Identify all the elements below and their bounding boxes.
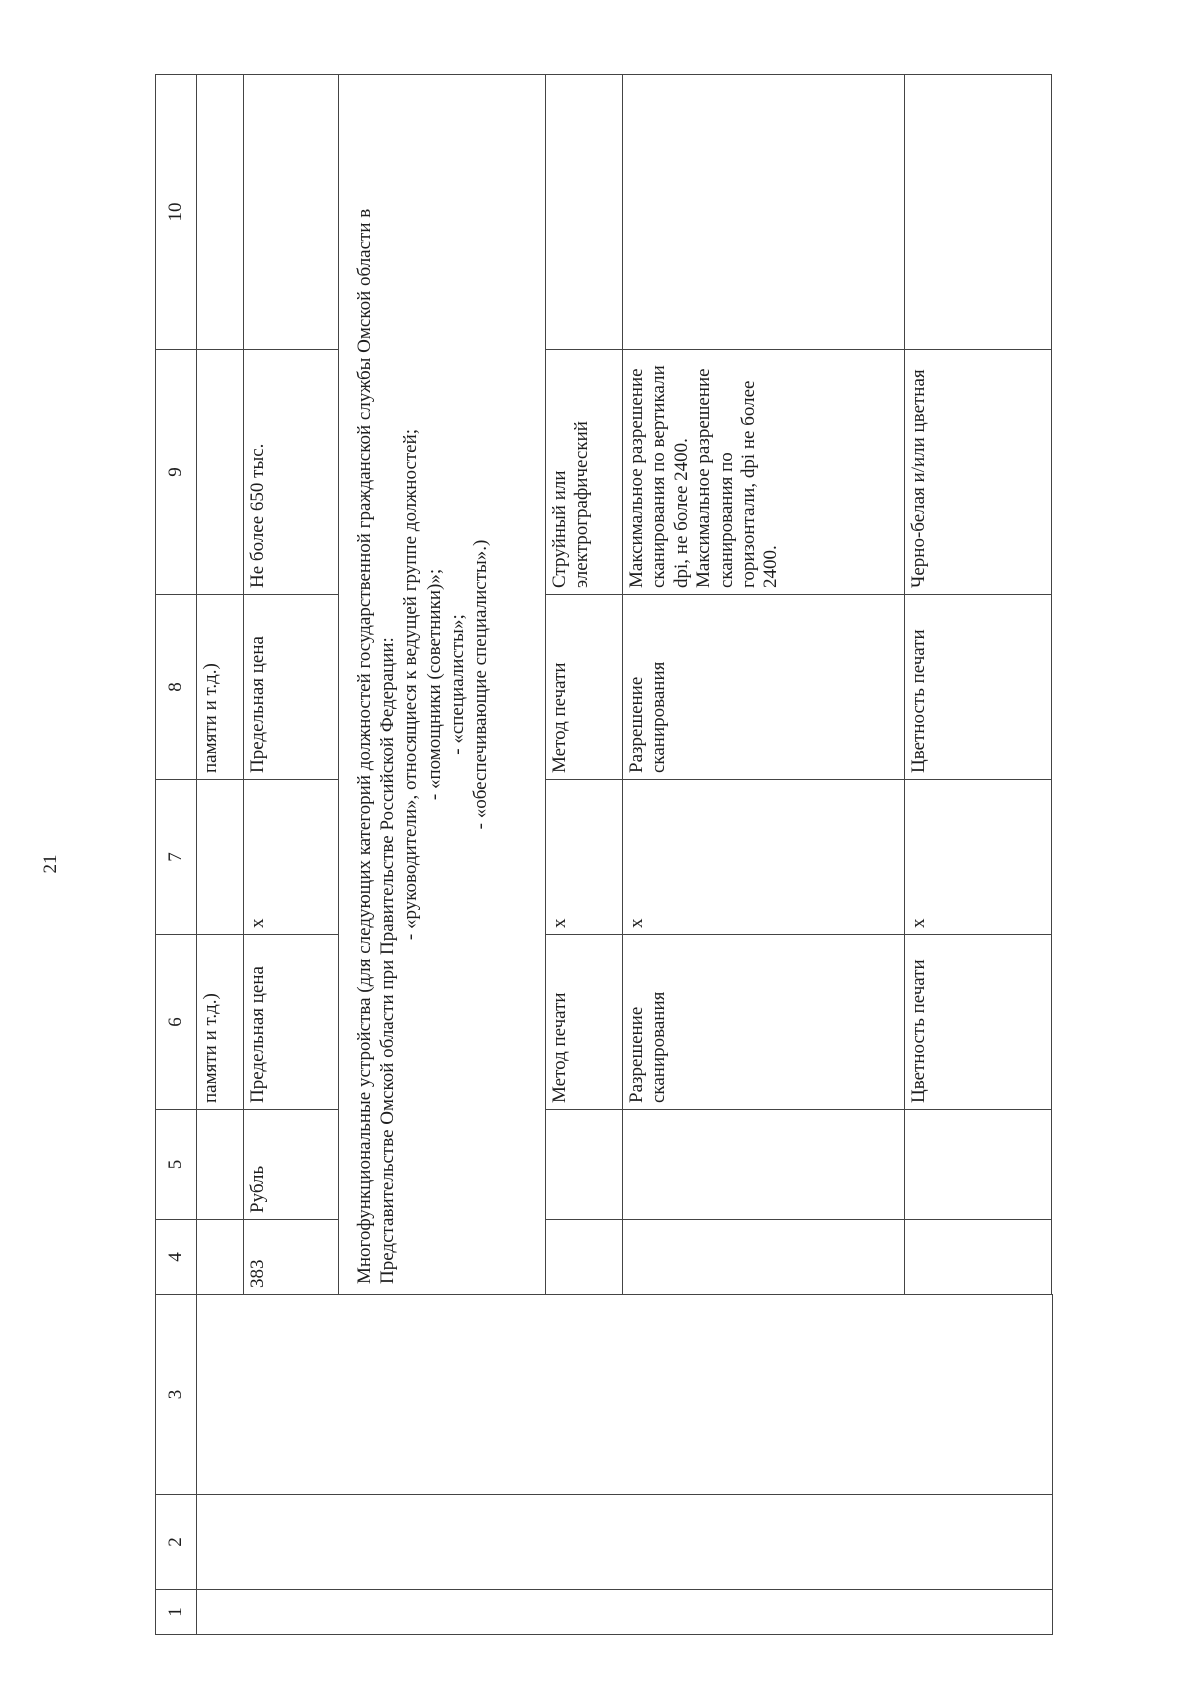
requirements-table — [155, 74, 1053, 1635]
value-cell: Черно-белая и/или цветная — [905, 350, 1052, 595]
column-number: 7 — [156, 780, 197, 935]
characteristic-cell: Разрешение сканирования — [623, 935, 905, 1110]
value-cell: х — [905, 780, 1052, 935]
column-number: 1 — [156, 1590, 197, 1635]
section-list-item: - «помощники (советники)»; — [423, 568, 445, 801]
table-cell — [905, 1220, 1052, 1295]
column-number: 4 — [156, 1220, 197, 1295]
table-cell — [197, 1110, 244, 1220]
table-cell — [623, 1220, 905, 1295]
table-cell — [905, 1110, 1052, 1220]
section-list-item: - «обеспечивающие специалисты».) — [469, 539, 491, 830]
section-title: Многофункциональные устройства (для следующих категорий должностей государственной гражданской службы Омской области в Представительстве Омской области при Правительстве Российской Федерации: — [354, 208, 399, 1284]
col3-cell — [197, 1295, 1053, 1495]
characteristic-cell: памяти и т.д.) — [197, 595, 244, 780]
characteristic-cell: памяти и т.д.) — [197, 935, 244, 1110]
characteristic-cell: Предельная цена — [244, 595, 339, 780]
table-cell — [546, 75, 623, 350]
table-cell — [197, 780, 244, 935]
table-cell — [244, 75, 339, 350]
characteristic-cell: Разрешение сканирования — [623, 595, 905, 780]
value-cell: Максимальное разрешение сканирования по вертикали dpi, не более 2400. Максимальное разрешение сканирования по горизонтали, dpi не более 2400. — [623, 350, 905, 595]
page-number: 21 — [40, 854, 61, 874]
table-cell — [197, 1220, 244, 1295]
value-cell: х — [244, 780, 339, 935]
table-cell — [623, 75, 905, 350]
column-number: 5 — [156, 1110, 197, 1220]
characteristic-cell: Метод печати — [546, 595, 623, 780]
section-list-item: - «руководители», относящиеся к ведущей группе должностей; — [400, 428, 422, 941]
value-cell: Струйный или электрографический — [546, 350, 623, 595]
value-cell: х — [623, 780, 905, 935]
table-cell — [197, 75, 244, 350]
column-number: 10 — [156, 75, 197, 350]
column-number: 3 — [156, 1295, 197, 1495]
characteristic-cell: Цветность печати — [905, 595, 1052, 780]
col1-cell — [197, 1590, 1053, 1635]
table-cell — [905, 75, 1052, 350]
column-number: 8 — [156, 595, 197, 780]
okei-code-cell: 383 — [244, 1220, 339, 1295]
value-cell: х — [546, 780, 623, 935]
characteristic-cell: Цветность печати — [905, 935, 1052, 1110]
value-cell: Не более 650 тыс. — [244, 350, 339, 595]
column-number: 2 — [156, 1495, 197, 1590]
section-list-item: - «специалисты»; — [446, 614, 468, 755]
column-number: 9 — [156, 350, 197, 595]
characteristic-cell: Метод печати — [546, 935, 623, 1110]
section-header-cell — [339, 75, 546, 1295]
characteristic-cell: Предельная цена — [244, 935, 339, 1110]
table-cell — [623, 1110, 905, 1220]
table-cell — [546, 1220, 623, 1295]
table-row — [197, 75, 244, 1635]
column-number-row — [156, 75, 197, 1635]
continuation-spacer — [1052, 75, 1053, 1295]
unit-cell: Рубль — [244, 1110, 339, 1220]
table-cell — [546, 1110, 623, 1220]
col2-cell — [197, 1495, 1053, 1590]
table-cell — [197, 350, 244, 595]
column-number: 6 — [156, 935, 197, 1110]
rotated-table-container — [155, 75, 1003, 1635]
